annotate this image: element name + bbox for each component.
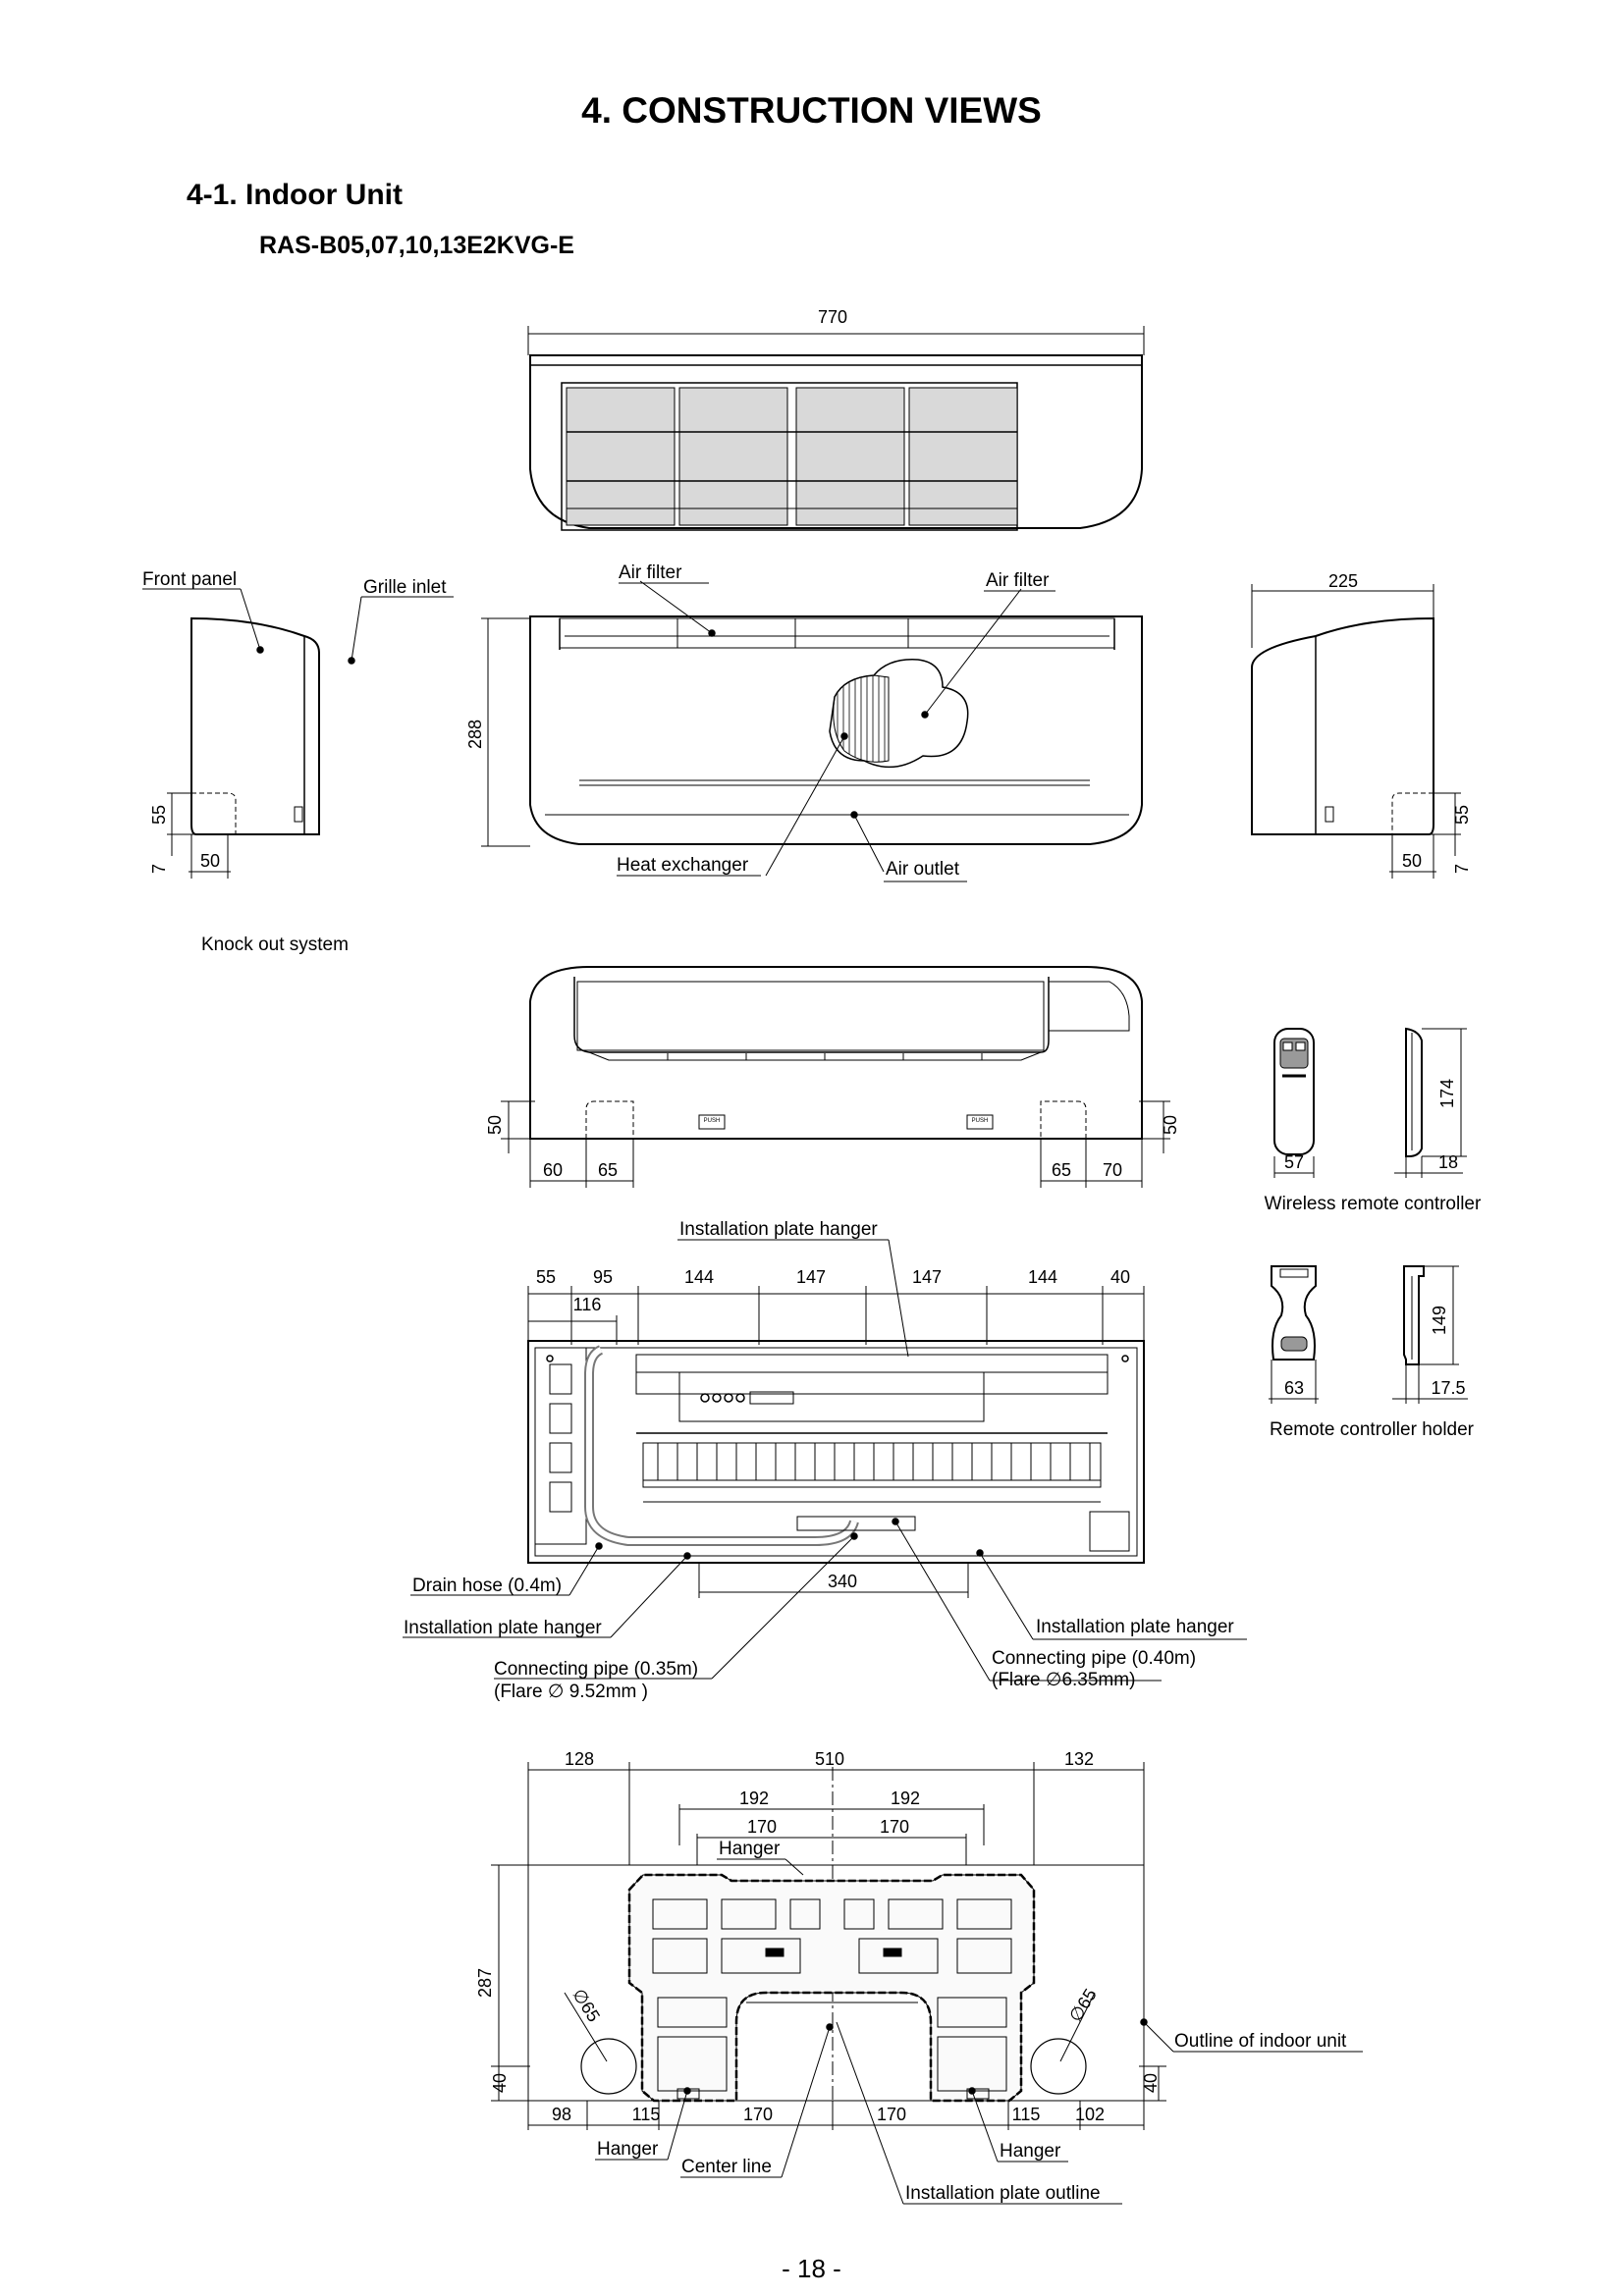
dim-plate-b115b: 115 (1011, 2105, 1041, 2124)
dim-holder-depth: 17.5 (1431, 1378, 1466, 1398)
dim-width-770: 770 (817, 307, 848, 327)
plate-view (475, 1749, 1363, 2204)
dim-plate-40-left: 40 (490, 2072, 510, 2094)
push-label-right: PUSH (971, 1118, 989, 1124)
page-number: - 18 - (782, 2254, 841, 2283)
label-heat-exchanger: Heat exchanger (617, 855, 749, 876)
dim-right-7: 7 (1452, 863, 1472, 875)
dim-remote-height: 174 (1437, 1078, 1457, 1109)
label-pipe-left-flare: (Flare ∅ 9.52mm ) (494, 1682, 648, 1702)
section-heading: 4-1. Indoor Unit (187, 179, 403, 211)
dim-rear-144b: 144 (1027, 1267, 1058, 1287)
dim-height-288: 288 (465, 719, 485, 750)
label-hanger-top: Hanger (719, 1839, 781, 1859)
dim-knockout-h-left: 50 (485, 1114, 505, 1136)
dim-rear-116: 116 (572, 1295, 602, 1314)
label-remote-holder: Remote controller holder (1269, 1419, 1475, 1440)
dim-rear-340: 340 (827, 1572, 858, 1591)
dim-knockout-65a: 65 (597, 1160, 619, 1180)
label-grille-inlet: Grille inlet (363, 577, 447, 598)
dim-right-50: 50 (1401, 851, 1423, 871)
dim-left-55: 55 (149, 804, 169, 826)
dim-rear-147b: 147 (911, 1267, 943, 1287)
dim-knockout-70: 70 (1102, 1160, 1123, 1180)
label-pipe-right: Connecting pipe (0.40m) (992, 1648, 1197, 1669)
label-plate-hanger-left: Installation plate hanger (404, 1618, 602, 1638)
label-pipe-right-flare: (Flare ∅6.35mm) (992, 1670, 1136, 1690)
dim-plate-b170b: 170 (876, 2105, 907, 2124)
dim-plate-40-right: 40 (1141, 2072, 1161, 2094)
label-center-line: Center line (681, 2157, 772, 2177)
dim-left-7: 7 (149, 863, 169, 875)
label-plate-hanger-top: Installation plate hanger (679, 1219, 878, 1240)
label-outline-unit: Outline of indoor unit (1174, 2031, 1347, 2052)
dim-knockout-65b: 65 (1051, 1160, 1072, 1180)
label-knock-out-system: Knock out system (201, 934, 349, 955)
dim-plate-170a: 170 (746, 1817, 778, 1837)
left-side-view (142, 569, 454, 879)
right-side-view (1252, 571, 1472, 879)
label-wireless-remote: Wireless remote controller (1264, 1194, 1482, 1214)
wireless-remote-view (1265, 1029, 1482, 1214)
remote-holder-view (1269, 1266, 1475, 1440)
dim-plate-phi-left: ∅65 (568, 1985, 605, 2026)
label-air-outlet: Air outlet (886, 859, 959, 880)
label-air-filter-left: Air filter (619, 562, 682, 583)
dim-rear-40: 40 (1109, 1267, 1131, 1287)
dim-depth-225: 225 (1327, 571, 1359, 591)
model-number: RAS-B05,07,10,13E2KVG-E (259, 232, 574, 259)
dim-plate-b102: 102 (1074, 2105, 1106, 2124)
dim-knockout-h-right: 50 (1161, 1114, 1180, 1136)
dim-plate-192a: 192 (738, 1789, 770, 1808)
dim-remote-depth: 18 (1437, 1152, 1459, 1172)
dim-plate-287: 287 (475, 1967, 495, 1999)
dim-remote-width: 57 (1283, 1152, 1305, 1172)
dim-rear-144a: 144 (683, 1267, 715, 1287)
rear-view (403, 1219, 1247, 1702)
dim-rear-95: 95 (592, 1267, 614, 1287)
label-front-panel: Front panel (142, 569, 238, 590)
dim-rear-55: 55 (535, 1267, 557, 1287)
dim-plate-170b: 170 (879, 1817, 910, 1837)
top-view (528, 307, 1144, 530)
dim-holder-width: 63 (1283, 1378, 1305, 1398)
label-drain-hose: Drain hose (0.4m) (412, 1575, 563, 1596)
label-air-filter-right: Air filter (986, 570, 1050, 591)
dim-plate-b115a: 115 (631, 2105, 661, 2124)
dim-rear-147a: 147 (795, 1267, 827, 1287)
push-label-left: PUSH (703, 1118, 721, 1124)
page-title: 4. CONSTRUCTION VIEWS (581, 90, 1042, 131)
label-hanger-right: Hanger (1000, 2141, 1061, 2162)
label-hanger-left: Hanger (597, 2139, 659, 2160)
dim-right-55: 55 (1452, 804, 1472, 826)
dim-plate-192b: 192 (890, 1789, 921, 1808)
label-pipe-left: Connecting pipe (0.35m) (494, 1659, 699, 1680)
knockout-view (485, 967, 1180, 1188)
label-plate-hanger-right: Installation plate hanger (1036, 1617, 1234, 1637)
dim-plate-b170a: 170 (742, 2105, 774, 2124)
dim-holder-height: 149 (1430, 1305, 1449, 1336)
dim-knockout-60: 60 (542, 1160, 564, 1180)
dim-left-50: 50 (199, 851, 221, 871)
dim-plate-128: 128 (564, 1749, 595, 1769)
dim-plate-132: 132 (1063, 1749, 1095, 1769)
front-view (465, 562, 1142, 881)
dim-plate-510: 510 (814, 1749, 845, 1769)
dim-plate-b98: 98 (551, 2105, 572, 2124)
dim-plate-phi-right: ∅65 (1064, 1985, 1101, 2026)
label-plate-outline: Installation plate outline (905, 2183, 1101, 2204)
